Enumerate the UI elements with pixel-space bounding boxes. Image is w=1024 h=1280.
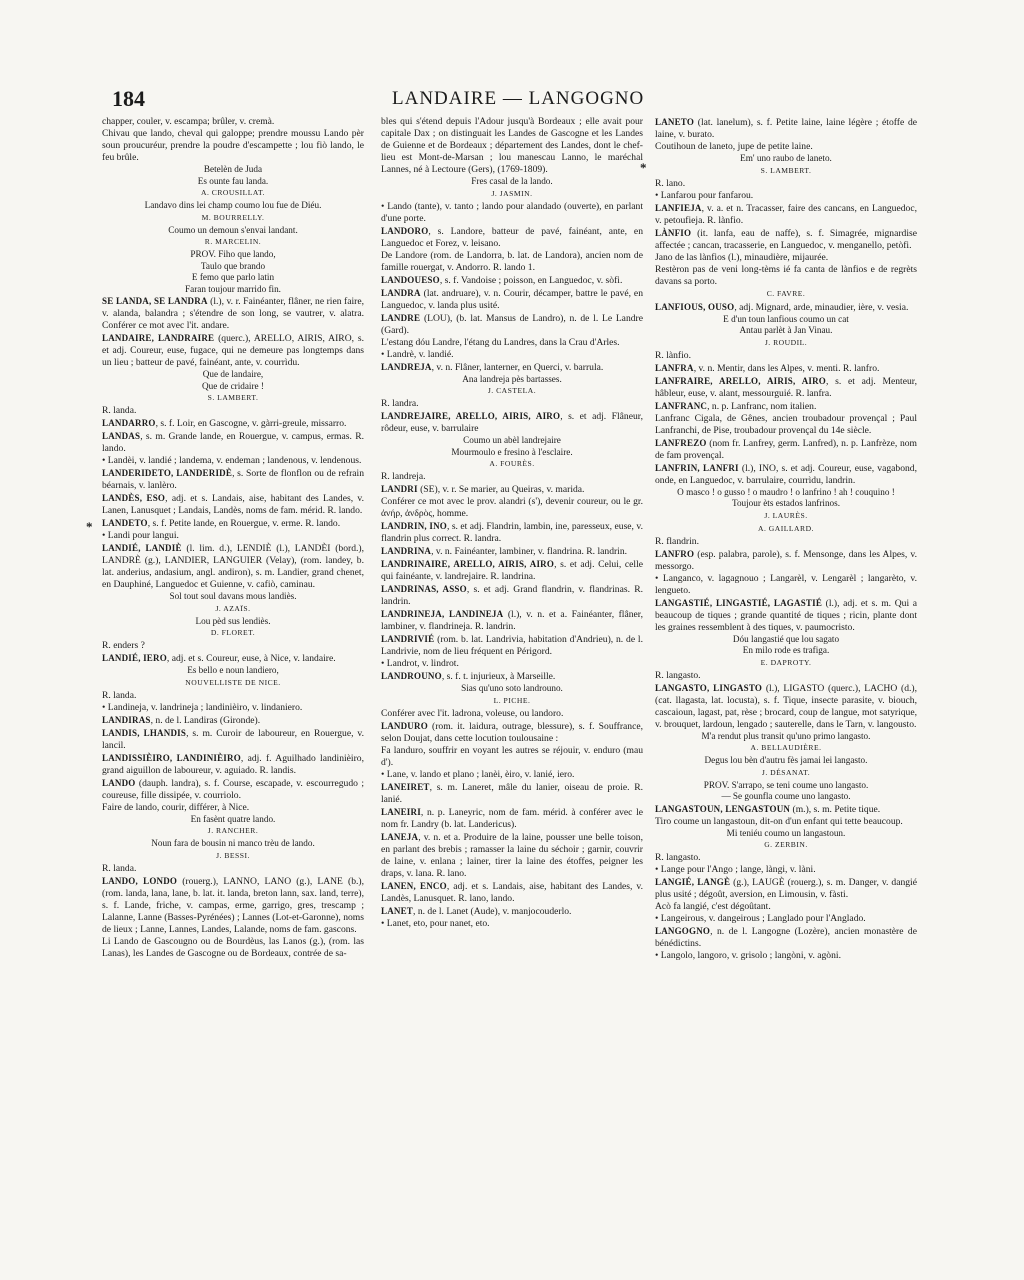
dictionary-entry: LANDIS, LHANDIS, s. m. Curoir de laboureur, en Rouergue, v. lancil. — [102, 727, 364, 751]
dictionary-entry: LÀNFIO (it. lanfa, eau de naffe), s. f. Simagrée, mignardise affectée ; cancan, tracasserie, en Languedoc, v. menganello, petòfi. — [655, 227, 917, 251]
headword: LANDIRAS — [102, 714, 151, 725]
quote-author: J. ROUDIL. — [764, 337, 808, 347]
dictionary-entry: LANDARRO, s. f. Loir, en Gascogne, v. gàrri-greule, missarro. — [102, 418, 347, 429]
asterisk-mark-left: * — [86, 519, 93, 534]
dictionary-entry: R. landa. — [102, 862, 137, 874]
headword: LANDERIDETO, LANDERIDÈ — [102, 468, 233, 478]
verse-line: PROV. S'arrapo, se teni coume uno langasto. — [703, 779, 869, 790]
headword: LANDREJAIRE, ARELLO, AIRIS, AIRO — [381, 411, 561, 421]
dictionary-entry: LANDIÉ, LANDIÈ (l. lim. d.), LENDIÈ (l.), LANDÈI (bord.), LANDRÈ (g.), LANDIER, LANGUIER (Velay), (rom. landey, b. lat. anderius, andasium, angl. andiron), s. m. Landier, grand chenet, en Dauphiné, Languedoc et Guienne, v. cafiò, caminau. — [102, 543, 364, 590]
headword: LANFRAIRE, ARELLO, AIRIS, AIRO — [655, 375, 827, 386]
dictionary-entry: LANET, n. de l. Lanet (Aude), v. manjocouderlo. — [381, 905, 572, 917]
headword: LANFIOUS, OUSO — [655, 301, 735, 312]
dictionary-entry: LANDRI (SE), v. r. Se marier, au Queiras, v. marida. — [381, 484, 585, 495]
verse-line: Betelèn de Juda — [203, 164, 263, 174]
page-header — [112, 88, 942, 114]
dictionary-entry: LANDREJAIRE, ARELLO, AIRIS, AIRO, s. et adj. Flâneur, rôdeur, euse, v. barrulaire — [381, 411, 643, 434]
verse-line: Degus lou bèn d'autru fès jamai lei langasto. — [704, 755, 868, 765]
verse-line: Landavo dins lei champ coumo lou fue de Diéu. — [144, 200, 322, 210]
headword: LÀNFIO — [655, 227, 692, 238]
headword: LANFREZO — [655, 437, 707, 448]
headword: LANDRINEJA, LANDINEJA — [381, 609, 504, 619]
dictionary-entry: • Landi pour langui. — [102, 530, 179, 541]
headword: LANEIRI — [381, 806, 421, 817]
dictionary-entry: Fa landuro, souffrir en voyant les autres se réjouir, v. enduro (mau d'). — [381, 744, 643, 768]
dictionary-entry: LANDURO (rom. it. laidura, outrage, blessure), s. f. Souffrance, selon Doujat, dans cette locution toulousaine : — [381, 720, 643, 744]
dictionary-entry: R. flandrin. — [655, 535, 699, 547]
dictionary-entry: LANDRIVIÉ (rom. b. lat. Landrivia, habitation d'Andrieu), n. de l. Landrivie, nom de lieu fréquent en Périgord. — [381, 634, 643, 657]
dictionary-entry: • Langanco, v. lagagnouo ; Langarèl, v. Lengarèl ; langarèto, v. lengueto. — [655, 572, 917, 596]
headword: LANDOUESO — [381, 274, 440, 285]
headword: LANDREJA — [381, 361, 432, 372]
dictionary-entry: LANFREZO (nom fr. Lanfrey, germ. Lanfred), n. p. Lanfrèze, nom de fam provençal. — [655, 437, 917, 461]
column-2 — [381, 116, 643, 930]
dictionary-entry: LANFIOUS, OUSO, adj. Mignard, arde, minaudier, ière, v. vesia. — [655, 301, 909, 313]
verse-line: En fasènt quatre lando. — [190, 813, 276, 824]
verse-line: Noun fara de bousin ni manco trèu de lando. — [151, 838, 315, 848]
quote-author: J. BESSI. — [216, 850, 250, 860]
verse-line: Faran toujour marrido fin. — [185, 283, 281, 294]
headword: LANGASTO, LINGASTO — [655, 682, 763, 693]
headword: LANDISSIÈIRO, LANDINIÈIRO — [102, 752, 241, 763]
verse-line: Mourmoulo e fresino à l'esclaire. — [451, 446, 573, 457]
quote-author: A. FOURÈS. — [489, 459, 535, 468]
quote-author: NOUVELLISTE DE NICE. — [185, 677, 281, 687]
verse-line: Toujour èts estados lanfrinos. — [731, 498, 841, 508]
dictionary-entry: R. lànfio. — [655, 349, 691, 361]
dictionary-entry: LANFRA, v. n. Mentir, dans les Alpes, v. menti. R. lanfro. — [655, 362, 880, 374]
headword: LANDRIVIÉ — [381, 634, 435, 644]
quote-author: A. GAILLARD. — [758, 523, 814, 533]
headword: LANGASTOUN, LENGASTOUN — [655, 803, 791, 814]
quote-author: J. LAURÈS. — [764, 510, 808, 520]
verse-line: M'a rendut plus transit qu'uno primo langasto. — [701, 730, 871, 741]
headword: LANFRIN, LANFRI — [655, 462, 739, 473]
dictionary-entry: Acò fa langié, c'est dégoûtant. — [655, 901, 771, 912]
verse-line: Sol tout soul davans mous landiès. — [169, 591, 297, 601]
dictionary-entry: • Lange pour l'Ango ; lange, làngi, v. làni. — [655, 864, 816, 875]
dictionary-entry: • Landineja, v. landrineja ; landinièiro, v. lindaniero. — [102, 701, 303, 713]
dictionary-entry: • Lane, v. lando et plano ; lanèi, èiro, v. lanié, iero. — [381, 768, 575, 780]
verse-line: Que de landaire, — [202, 369, 264, 379]
column-3 — [655, 116, 917, 962]
headword: LANEN, ENCO — [381, 880, 447, 891]
headword: LANFIEJA — [655, 202, 702, 213]
dictionary-entry: Tiro coume un langastoun, dit-on d'un enfant qui tette beaucoup. — [655, 815, 903, 827]
headword: LANFRA — [655, 362, 694, 373]
dictionary-entry: LANGIÉ, LANGÈ (g.), LAUGÈ (rouerg.), s. m. Danger, v. dangié plus usité ; dégoût, aversion, en Limousin, v. fàsti. — [655, 877, 917, 900]
dictionary-entry: LANDREJA, v. n. Flâner, lanterner, en Querci, v. barrula. — [381, 361, 604, 373]
dictionary-entry: LANGASTIÉ, LINGASTIÉ, LAGASTIÉ (l.), adj. et s. m. Qui a beaucoup de tiques ; grande quantité de tiques ; ricin, plante dont les graines ressemblent à des tiques, v. paumocristo. — [655, 597, 917, 633]
dictionary-entry: LANDETO, s. f. Petite lande, en Rouergue, v. erme. R. lando. — [102, 518, 341, 529]
dictionary-entry: Restèron pas de veni long-tèms ié fa canta de lànfios e de regrèts davans sa porto. — [655, 263, 917, 287]
dictionary-entry: LANFRANC, n. p. Lanfranc, nom italien. — [655, 400, 817, 412]
dictionary-entry: LANEJA, v. n. et a. Produire de la laine, pousser une belle toison, en parlant des brebis ; ramasser la laine du séchoir ; garnir, couvrir de laine, v. enlana ; lainer, tirer la laine des étoffes, peigner les draps, v. lana. R. lano. — [381, 831, 643, 879]
headword: LANDRE — [381, 312, 421, 323]
quote-author: L. PICHE. — [493, 695, 531, 705]
dictionary-entry: LANGASTOUN, LENGASTOUN (m.), s. m. Petite tique. — [655, 803, 881, 815]
column-1 — [102, 116, 364, 960]
dictionary-entry: bles qui s'étend depuis l'Adour jusqu'à Bordeaux ; elle avait pour capitale Dax ; on distinguait les Landes de Gascogne et les Landes de Guienne et de Bordeaux ; département des Landes, dont le chef-lieu est Mont-de-Marsan ; lou manescau Lanno, le maréchal Lannes, né à Lectoure (Gers), (1769-1809). — [381, 116, 643, 175]
verse-line: O masco ! o gusso ! o maudro ! o lanfrino ! ah ! couquino ! — [677, 486, 895, 497]
headword: LANDÈS, ESO — [102, 493, 166, 503]
verse-line: Fres casal de la lando. — [471, 176, 553, 186]
quote-author: D. FLORET. — [210, 628, 256, 637]
headword: LANETO — [655, 117, 695, 127]
dictionary-entry: Jano de las lànfios (l.), minaudière, mijaurée. — [655, 251, 829, 263]
dictionary-entry: L'estang dóu Landre, l'étang du Landres, dans la Crau d'Arles. — [381, 336, 620, 348]
dictionary-entry: R. langasto. — [655, 669, 701, 681]
headword: LANDIS, LHANDIS — [102, 727, 187, 738]
dictionary-entry: Lanfranc Cigala, de Gênes, ancien troubadour provençal ; Paul Lanfranchi, de Pise, troubadour provençal du 14e siècle. — [655, 412, 917, 436]
headword: LANDURO — [381, 720, 428, 731]
headword: LANDAS — [102, 431, 141, 441]
dictionary-entry: R. langasto. — [655, 852, 701, 863]
dictionary-entry: LANFRAIRE, ARELLO, AIRIS, AIRO, s. et adj. Menteur, hâbleur, euse, v. alant, messourguié. R. lanfra. — [655, 375, 917, 399]
dictionary-entry: LANDRINAS, ASSO, s. et adj. Grand flandrin, v. flandrinas. R. landrin. — [381, 584, 643, 607]
verse-line: Taulo que brando — [200, 260, 266, 271]
verse-line: PROV. Fiho que lando, — [190, 249, 276, 259]
headword: LANDRINAIRE, ARELLO, AIRIS, AIRO — [381, 559, 555, 569]
dictionary-entry: LANEN, ENCO, adj. et s. Landais, aise, habitant des Landes, v. Landès, Lanusquet. R. lano, lando. — [381, 880, 643, 904]
headword: LANFRANC — [655, 400, 708, 411]
quote-author: G. ZERBIN. — [764, 840, 808, 849]
dictionary-entry: Li Lando de Gascougno ou de Bourdèus, las Lanos (g.), (rom. las Lanas), les Landes de Gascogne ou de Bordeaux, contrée de sa- — [102, 935, 364, 959]
dictionary-entry: • Landrot, v. lindrot. — [381, 658, 459, 669]
quote-author: J. DÉSANAT. — [761, 767, 811, 777]
verse-line: Lou pèd sus lendiès. — [195, 615, 271, 626]
headword: LANDETO — [102, 518, 148, 528]
dictionary-entry: LANDISSIÈIRO, LANDINIÈIRO, adj. f. Aguilhado landinièiro, grand aiguillon de laboureur, v. aguiado. R. landis. — [102, 752, 364, 776]
quote-author: C. FAVRE. — [766, 288, 806, 298]
dictionary-entry: chapper, couler, v. escampa; brûler, v. cremà. — [102, 116, 275, 127]
dictionary-entry: • Langeirous, v. dangeirous ; Langlado pour l'Anglado. — [655, 913, 866, 924]
verse-line: E d'un toun lanfious coumo un cat — [723, 313, 849, 324]
headword: SE LANDA, SE LANDRA — [102, 296, 208, 306]
dictionary-entry: • Langolo, langoro, v. grisolo ; langòni, v. agòni. — [655, 950, 841, 961]
dictionary-entry: LANDRINAIRE, ARELLO, AIRIS, AIRO, s. et adj. Celui, celle qui fainéante, v. landrejaire. R. landrina. — [381, 559, 643, 582]
headword: LANDO, LONDO — [102, 875, 178, 886]
headword: LANDIÉ, IERO — [102, 653, 167, 663]
verse-line: Em' uno raubo de laneto. — [740, 153, 832, 163]
verse-line: Coumo un demoun s'envai landant. — [168, 224, 298, 235]
dictionary-entry: LANFRO (esp. palabra, parole), s. f. Mensonge, dans les Alpes, v. messorgo. — [655, 548, 917, 572]
headword: LANDROUNO — [381, 671, 442, 681]
dictionary-entry: LANDRIN, INO, s. et adj. Flandrin, lambin, ine, paresseux, euse, v. flandrin plus correct. R. landra. — [381, 521, 643, 544]
dictionary-entry: LANGASTO, LINGASTO (l.), LIGASTO (querc.), LACHO (d.), (cat. llagasta, lat. locusta), s. f. Tique, insecte parasite, v. biouch, cascaioun, lagast, pat, rèse ; brocard, coup de langue, mot satyrique, v. brouquet, lardoun, lengado ; sauterelle, dans le Tarn, v. langousto. — [655, 682, 917, 730]
dictionary-entry: R. landra. — [381, 398, 419, 409]
dictionary-entry: • Landèi, v. landié ; landema, v. endeman ; landenous, v. lendenous. — [102, 455, 362, 466]
quote-author: A. CROUSILLAT. — [200, 188, 266, 197]
headword: LANDARRO — [102, 418, 156, 428]
quote-author: S. LAMBERT. — [760, 165, 812, 175]
headword: LANDRIN, INO — [381, 521, 447, 531]
dictionary-entry: LANETO (lat. lanelum), s. f. Petite laine, laine légère ; étoffe de laine, v. burato. — [655, 117, 917, 140]
dictionary-entry: LANFIEJA, v. a. et n. Tracasser, faire des cancans, en Languedoc, v. petoufieja. R. lànfio. — [655, 202, 917, 226]
dictionary-entry: Coutihoun de laneto, jupe de petite laine. — [655, 141, 813, 152]
quote-author: S. LAMBERT. — [207, 393, 259, 402]
dictionary-entry: SE LANDA, SE LANDRA (l.), v. r. Fainéanter, flâner, ne rien faire, v. alanda, balandra ; s'étendre de son long, se vautrer, v. alatra. Conférer ce mot avec l'it. andare. — [102, 296, 364, 331]
dictionary-entry: LANEIRET, s. m. Laneret, mâle du lanier, oiseau de proie. R. lanié. — [381, 781, 643, 805]
dictionary-entry: LANGOGNO, n. de l. Langogne (Lozère), ancien monastère de bénédictins. — [655, 926, 917, 949]
headword: LANGOGNO — [655, 926, 711, 936]
dictionary-entry: LANDO (dauph. landra), s. f. Course, escapade, v. escourregudo ; coureuse, fille dissipée, v. courriolo. — [102, 777, 364, 801]
verse-line: Dóu langastié que lou sagato — [732, 633, 840, 644]
verse-line: Que de cridaire ! — [202, 380, 264, 391]
quote-author: J. RANCHER. — [207, 826, 259, 835]
headword: LANDAIRE, LANDRAIRE — [102, 333, 215, 343]
dictionary-entry: Conférer ce mot avec le prov. alandri (s'), devenir coureur, ou le gr. ἀνήρ, ἀνδρὸς, homme. — [381, 496, 643, 519]
asterisk-mark-right: * — [640, 160, 647, 175]
verse-line: Es bello e noun landiero, — [187, 665, 279, 675]
dictionary-entry: R. landa. — [102, 689, 137, 701]
dictionary-entry: LANEIRI, n. p. Laneyric, nom de fam. mérid. à conférer avec le nom fr. Landry (b. lat. Landericus). — [381, 806, 643, 830]
dictionary-entry: • Lando (tante), v. tanto ; lando pour alandado (ouverte), en parlant d'une porte. — [381, 200, 643, 224]
headword: LANDO — [102, 777, 136, 788]
running-title: LANDAIRE — LANGOGNO — [392, 88, 645, 109]
quote-author: J. AZAÏS. — [215, 603, 251, 613]
dictionary-entry: R. lano. — [655, 177, 686, 189]
headword: LANEIRET — [381, 781, 430, 792]
headword: LANDRI — [381, 484, 418, 494]
headword: LANGIÉ, LANGÈ — [655, 877, 731, 887]
dictionary-entry: LANDRE (LOU), (b. lat. Mansus de Landro), n. de l. Le Landre (Gard). — [381, 312, 643, 336]
headword: LANGASTIÉ, LINGASTIÉ, LAGASTIÉ — [655, 597, 823, 608]
dictionary-entry: R. landreja. — [381, 471, 426, 482]
dictionary-entry: LANDIÉ, IERO, adj. et s. Coureur, euse, à Nice, v. landaire. — [102, 653, 336, 664]
dictionary-entry: LANDRA (lat. andruare), v. n. Courir, décamper, battre le pavé, en Languedoc, v. landa plus usité. — [381, 287, 643, 311]
headword: LANET — [381, 905, 414, 916]
verse-line: Antau parlèt à Jan Vinau. — [739, 325, 833, 335]
dictionary-entry: • Lanet, eto, pour nanet, eto. — [381, 917, 490, 929]
quote-author: M. BOURRELLY. — [201, 212, 265, 222]
verse-line: — Se gounfla coume uno langasto. — [721, 791, 851, 801]
quote-author: R. MARCELIN. — [204, 237, 262, 246]
page-number: 184 — [112, 86, 145, 111]
dictionary-entry: LANDAS, s. m. Grande lande, en Rouergue, v. campus, ermas. R. lando. — [102, 431, 364, 454]
dictionary-entry: LANDERIDETO, LANDERIDÈ, s. Sorte de flonflon ou de refrain béarnais, v. lanlèro. — [102, 468, 364, 491]
verse-line: Mi teniéu coumo un langastoun. — [726, 827, 846, 838]
dictionary-entry: LANDOUESO, s. f. Vandoise ; poisson, en Languedoc, v. sòfi. — [381, 274, 623, 286]
dictionary-entry: LANDO, LONDO (rouerg.), LANNO, LANO (g.), LANE (b.), (rom. landa, lana, lane, b. lat. it. landa, breton lann, sax. land, terre), s. f. Lande, friche, v. campas, erme, garrigo, gres, trescamp ; Lalanne, Lanne (Basses-Pyrénées) ; Lannes (Lot-et-Garonne), noms de lieux ; Lanne, Lannes, Landes, Lalande, noms de fam. gascons. — [102, 875, 365, 935]
dictionary-entry: • Lanfarou pour fanfarou. — [655, 189, 754, 201]
headword: LANDORO — [381, 225, 429, 236]
headword: LANDIÉ, LANDIÈ — [102, 543, 182, 553]
headword: LANDRA — [381, 287, 421, 298]
headword: LANDRINAS, ASSO — [381, 584, 467, 594]
dictionary-entry: LANDORO, s. Landore, batteur de pavé, fainéant, ante, en Languedoc et Forez, v. leisano. — [381, 225, 643, 249]
verse-line: E femo que parlo latin — [191, 272, 275, 282]
verse-line: Sias qu'uno soto landrouno. — [461, 683, 563, 693]
quote-author: E. DAPROTY. — [760, 657, 812, 667]
dictionary-entry: LANDROUNO, s. f. t. injurieux, à Marseille. — [381, 671, 556, 682]
headword: LANFRO — [655, 548, 695, 559]
verse-line: Coumo un abèl landrejaire — [463, 435, 561, 445]
headword: LANDRINA — [381, 546, 432, 556]
dictionary-entry: LANFRIN, LANFRI (l.), INO, s. et adj. Coureur, euse, vagabond, onde, en Languedoc, v. barrulaire, courrìdu, landrin. — [655, 462, 917, 486]
dictionary-entry: De Landore (rom. de Landorra, b. lat. de Landora), ancien nom de famille rouergat, v. Andorro. R. lando 1. — [381, 249, 643, 273]
headword: LANEJA — [381, 831, 419, 842]
dictionary-entry: Faire de lando, courir, différer, à Nice. — [102, 801, 250, 813]
quote-author: J. CASTELA. — [487, 386, 537, 395]
dictionary-entry: • Landrè, v. landié. — [381, 348, 454, 360]
verse-line: Ana landreja pès bartasses. — [462, 373, 562, 384]
dictionary-entry: LANDRINEJA, LANDINEJA (l.), v. n. et a. Fainéanter, flâner, lambiner, v. flandrineja. R. landrin. — [381, 609, 643, 632]
quote-author: J. JASMIN. — [491, 188, 533, 198]
dictionary-entry: R. landa. — [102, 405, 137, 416]
quote-author: A. BELLAUDIÈRE. — [750, 743, 822, 752]
dictionary-entry: Conférer avec l'it. ladrona, voleuse, ou landoro. — [381, 707, 564, 719]
dictionary-entry: LANDIRAS, n. de l. Landiras (Gironde). — [102, 714, 261, 726]
dictionary-entry: LANDAIRE, LANDRAIRE (querc.), ARELLO, AIRIS, AIRO, s. et adj. Coureur, euse, fugace, qui ne demeure pas longtemps dans un lieu ; batteur de pavé, fainéant, ante, v. courrìdu. — [102, 333, 364, 368]
verse-line: Es ounte fau landa. — [197, 175, 269, 186]
dictionary-entry: Chivau que lando, cheval qui galoppe; prendre moussu Lando pèr soun proucuréur, prendre la poudre d'escampette ; lou fiò lando, le feu brûle. — [102, 128, 364, 163]
dictionary-entry: LANDÈS, ESO, adj. et s. Landais, aise, habitant des Landes, v. Lanen, Lanusquet ; Landais, Landès, noms de fam. mérid. R. lando. — [102, 493, 365, 516]
dictionary-entry: R. enders ? — [102, 640, 145, 651]
dictionary-entry: LANDRINA, v. n. Fainéanter, lambiner, v. flandrina. R. landrin. — [381, 546, 628, 557]
verse-line: En milo rode es trafiga. — [742, 645, 830, 655]
